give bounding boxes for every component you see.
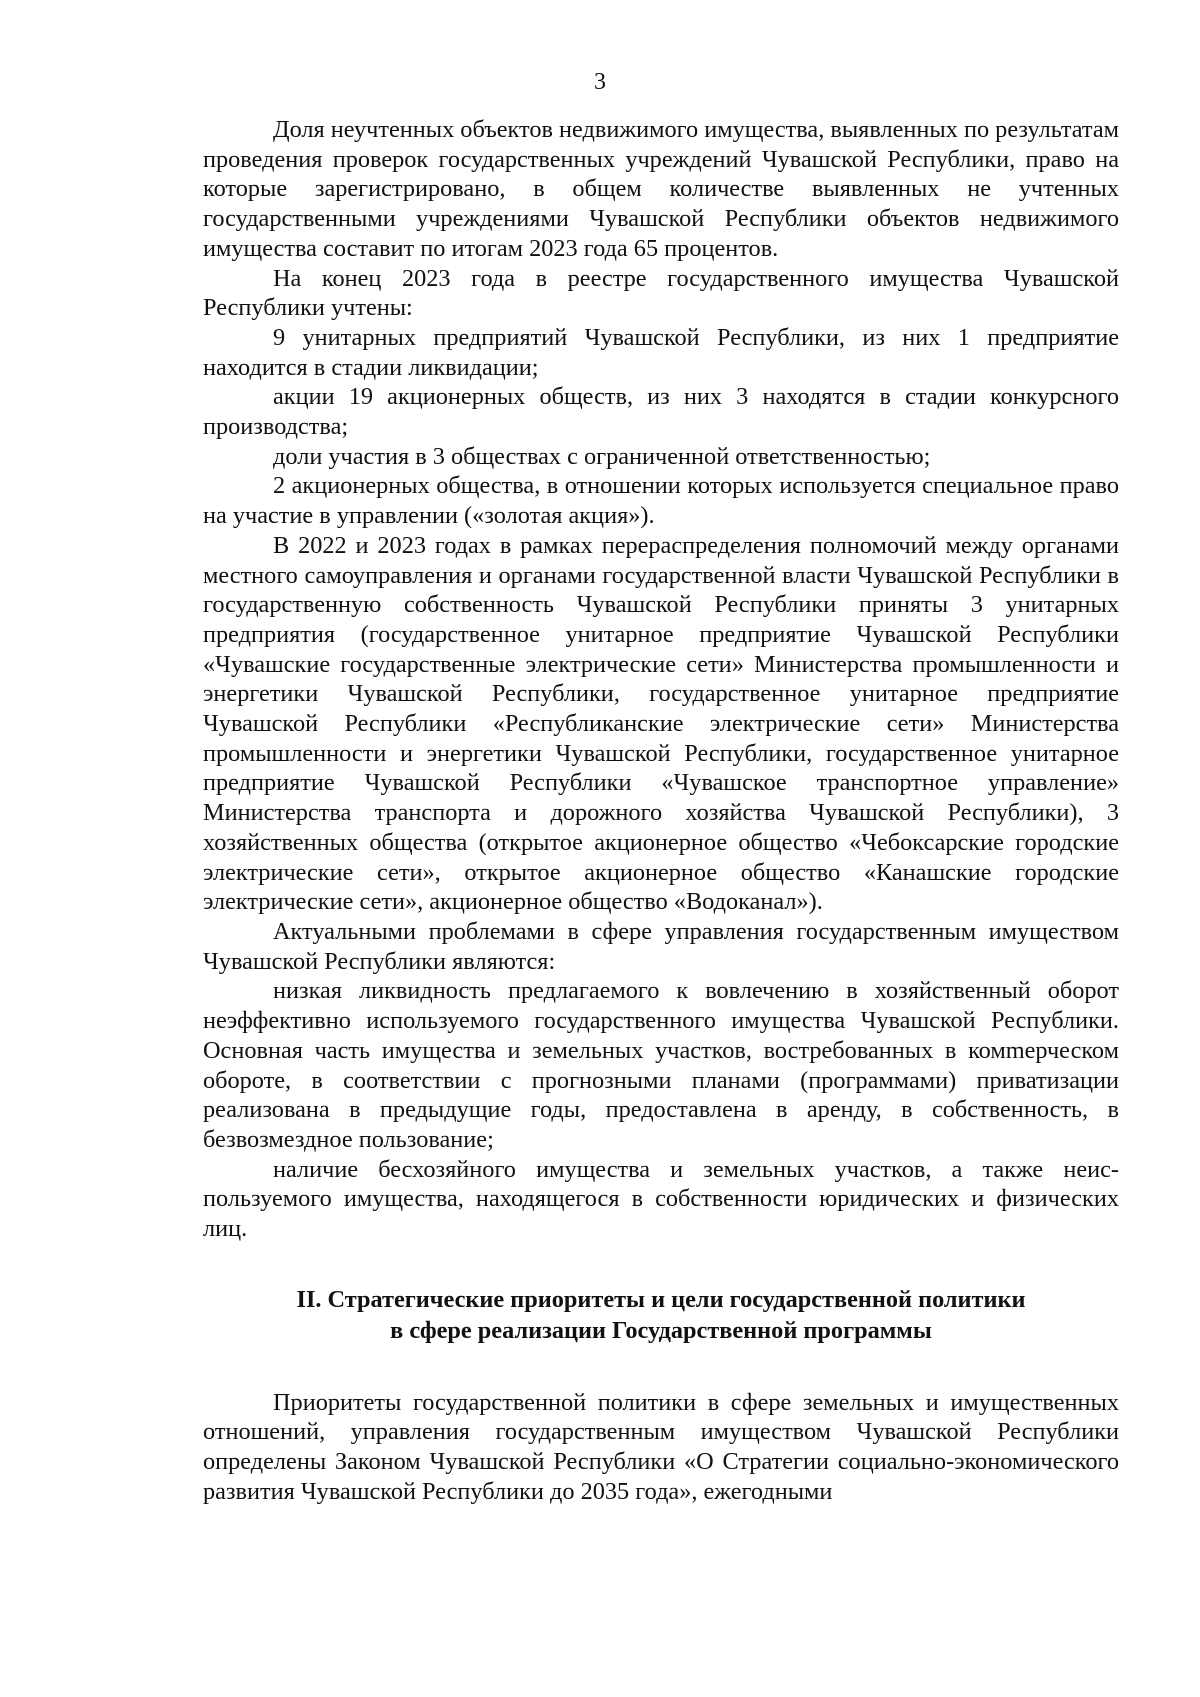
- section-heading-line: в сфере реализации Государственной программы: [390, 1316, 932, 1344]
- paragraph: Приоритеты государственной политики в сфере земельных и имущественных отношений, управления государственным имуществом Чувашской Республики определены Законом Чувашской Республики «О Стратегии социально-экономического развития Чувашской Республики до 2035 года», ежегодными: [203, 1388, 1119, 1505]
- paragraph: 9 унитарных предприятий Чувашской Республики, из них 1 предприятие находится в стадии ликвидации;: [203, 323, 1119, 381]
- paragraph: акции 19 акционерных обществ, из них 3 находятся в стадии конкурсного производства;: [203, 383, 1119, 441]
- paragraph: низкая ликвидность предлагаемого к вовлечению в хозяйственный оборот неэффективно используемого государственного имущества Чувашской Республики. Основная часть имущества и земельных участков, востребованных в комmерческом обороте, в соответствии с прогнозными планами (программами) приватизации реализована в предыдущие годы, предоставлена в аренду, в собственность, в безвозмездное пользование;: [203, 977, 1119, 1153]
- paragraph: На конец 2023 года в реестре государственного имущества Чувашской Республики учтены:: [203, 264, 1119, 322]
- paragraph: доли участия в 3 обществах с ограниченной ответственностью;: [273, 442, 931, 470]
- paragraph: В 2022 и 2023 годах в рамках перераспределения полномочий между органами местного самоуправления и органами государственной власти Чувашской Республики в государственную собственность Чувашской Республики приняты 3 унитарных предприятия (государственное унитарное предприятие Чувашской Республики «Чувашские государственные электрические сети» Министерства промышленности и энергетики Чувашской Республики, государственное унитарное предприятие Чувашской Республики «Республиканские электрические сети» Министерства промышленности и энергетики Чувашской Республики, государственное унитарное предприятие Чувашской Республики «Чувашское транспортное управление» Министерства транспорта и дорожного хозяйства Чувашской Республики), 3 хозяйственных общества (открытое акционерное общество «Чебоксарские городские электрические сети», открытое акционерное общество «Канашские городские электрические сети», акционерное общество «Водоканал»).: [203, 531, 1119, 916]
- document-body: [203, 115, 1119, 1507]
- paragraph: Актуальными проблемами в сфере управления государственным имуществом Чувашской Республики являются:: [203, 917, 1119, 975]
- paragraph: Доля неучтенных объектов недвижимого имущества, выявленных по результатам проведения проверок государственных учреждений Чувашской Республики, право на которые зарегистрировано, в общем количестве выявленных не учтенных государственными учреждениями Чувашской Республики объектов недвижимого имущества составит по итогам 2023 года 65 процентов.: [203, 116, 1119, 262]
- page-number: 3: [594, 69, 606, 95]
- section-heading-line: II. Стратегические приоритеты и цели государственной политики: [296, 1285, 1026, 1313]
- section-heading: [203, 1284, 1119, 1346]
- paragraph: наличие бесхозяйного имущества и земельных участков, а также неиспользуемого имущества, находящегося в собственности юридических и физических лиц.: [203, 1155, 1119, 1243]
- paragraph: 2 акционерных общества, в отношении которых используется специальное право на участие в управлении («золотая акция»).: [203, 472, 1119, 530]
